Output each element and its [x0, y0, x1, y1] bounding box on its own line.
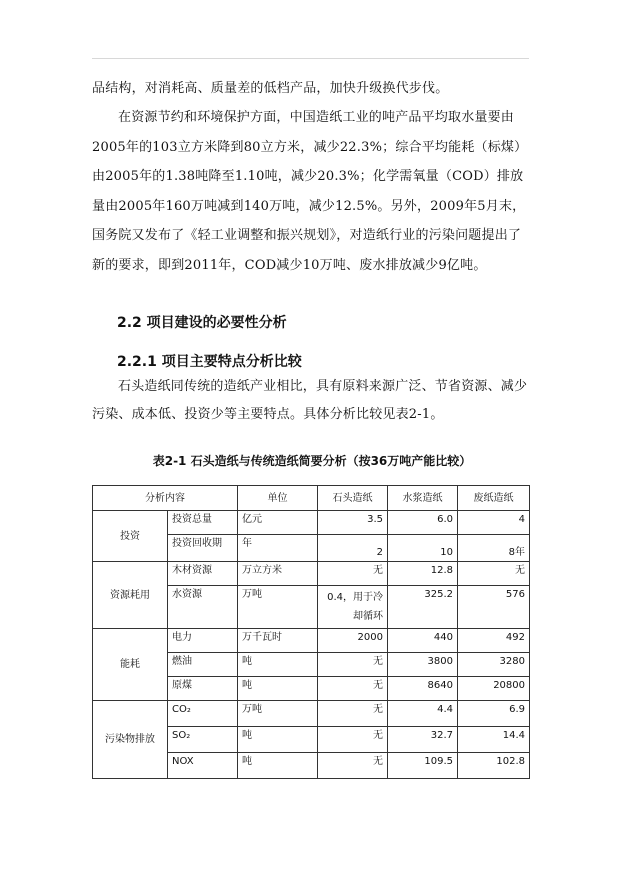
cell-stone: 2000	[318, 629, 388, 653]
comparison-table	[92, 485, 530, 779]
cell-unit: 吨	[238, 727, 318, 753]
paragraph-product-structure: 品结构，对消耗高、质量差的低档产品，加快升级换代步伐。	[92, 81, 449, 96]
cell-unit: 万吨	[238, 701, 318, 727]
cell-unit: 万千瓦时	[238, 629, 318, 653]
header-rule	[92, 58, 529, 59]
cell-unit: 万吨	[238, 586, 318, 629]
cell-item: CO₂	[168, 701, 238, 727]
cell-stone: 无	[318, 562, 388, 586]
cell-pulp: 6.0	[388, 511, 458, 535]
cell-waste: 无	[458, 562, 530, 586]
cell-unit: 吨	[238, 653, 318, 677]
cell-item: 水资源	[168, 586, 238, 629]
header-pulp: 水浆造纸	[388, 486, 458, 511]
cell-stone: 无	[318, 753, 388, 779]
table-row	[93, 511, 530, 535]
table-header-row	[93, 486, 530, 511]
cell-pulp: 10	[388, 535, 458, 562]
cell-waste: 20800	[458, 677, 530, 701]
cell-waste: 8年	[458, 535, 530, 562]
cell-stone: 无	[318, 653, 388, 677]
header-stone: 石头造纸	[318, 486, 388, 511]
cell-pulp: 4.4	[388, 701, 458, 727]
cell-waste: 4	[458, 511, 530, 535]
category-resource: 资源耗用	[93, 562, 168, 629]
cell-waste: 14.4	[458, 727, 530, 753]
cell-waste: 492	[458, 629, 530, 653]
cell-pulp: 32.7	[388, 727, 458, 753]
table-row	[93, 629, 530, 653]
cell-item: 木材资源	[168, 562, 238, 586]
header-waste: 废纸造纸	[458, 486, 530, 511]
cell-item: 燃油	[168, 653, 238, 677]
cell-stone: 0.4，用于冷却循环	[318, 586, 388, 629]
cell-item: 投资总量	[168, 511, 238, 535]
table-row	[93, 701, 530, 727]
cell-stone: 无	[318, 701, 388, 727]
cell-item: 原煤	[168, 677, 238, 701]
cell-waste: 102.8	[458, 753, 530, 779]
subsection-heading-features: 2.2.1 项目主要特点分析比较	[117, 354, 302, 370]
cell-pulp: 109.5	[388, 753, 458, 779]
cell-pulp: 3800	[388, 653, 458, 677]
cell-stone: 无	[318, 727, 388, 753]
cell-waste: 6.9	[458, 701, 530, 727]
cell-item: NOX	[168, 753, 238, 779]
category-pollution: 污染物排放	[93, 701, 168, 779]
cell-pulp: 325.2	[388, 586, 458, 629]
cell-stone: 2	[318, 535, 388, 562]
cell-pulp: 12.8	[388, 562, 458, 586]
cell-unit: 年	[238, 535, 318, 562]
paragraph-resource-saving: 在资源节约和环境保护方面，中国造纸工业的吨产品平均取水量要由2005年的103立方米降到80立方米，减少22.3%；综合平均能耗（标煤）由2005年的1.38吨降至1.10吨，减少20.3%；化学需氧量（COD）排放量由2005年160万吨减到140万吨，减少12.5%。另外，2009年5月末，国务院又发布了《轻工业调整和振兴规划》，对造纸行业的污染问题提出了新的要求，即到2011年，COD减少10万吨、废水排放减少9亿吨。	[92, 110, 528, 273]
table-caption: 表2-1 石头造纸与传统造纸简要分析（按36万吨产能比较）	[152, 454, 472, 468]
cell-stone: 无	[318, 677, 388, 701]
cell-item: 投资回收期	[168, 535, 238, 562]
header-analysis: 分析内容	[93, 486, 238, 511]
cell-unit: 亿元	[238, 511, 318, 535]
header-unit: 单位	[238, 486, 318, 511]
category-energy: 能耗	[93, 629, 168, 701]
cell-stone: 3.5	[318, 511, 388, 535]
table-row	[93, 562, 530, 586]
cell-unit: 吨	[238, 753, 318, 779]
paragraph-stone-paper-features: 石头造纸同传统的造纸产业相比，具有原料来源广泛、节省资源、减少污染、成本低、投资少等主要特点。具体分析比较见表2-1。	[92, 379, 528, 422]
cell-pulp: 8640	[388, 677, 458, 701]
cell-unit: 万立方米	[238, 562, 318, 586]
cell-unit: 吨	[238, 677, 318, 701]
cell-waste: 576	[458, 586, 530, 629]
section-heading-necessity: 2.2 项目建设的必要性分析	[117, 315, 287, 331]
category-investment: 投资	[93, 511, 168, 562]
cell-pulp: 440	[388, 629, 458, 653]
cell-item: 电力	[168, 629, 238, 653]
cell-item: SO₂	[168, 727, 238, 753]
cell-waste: 3280	[458, 653, 530, 677]
